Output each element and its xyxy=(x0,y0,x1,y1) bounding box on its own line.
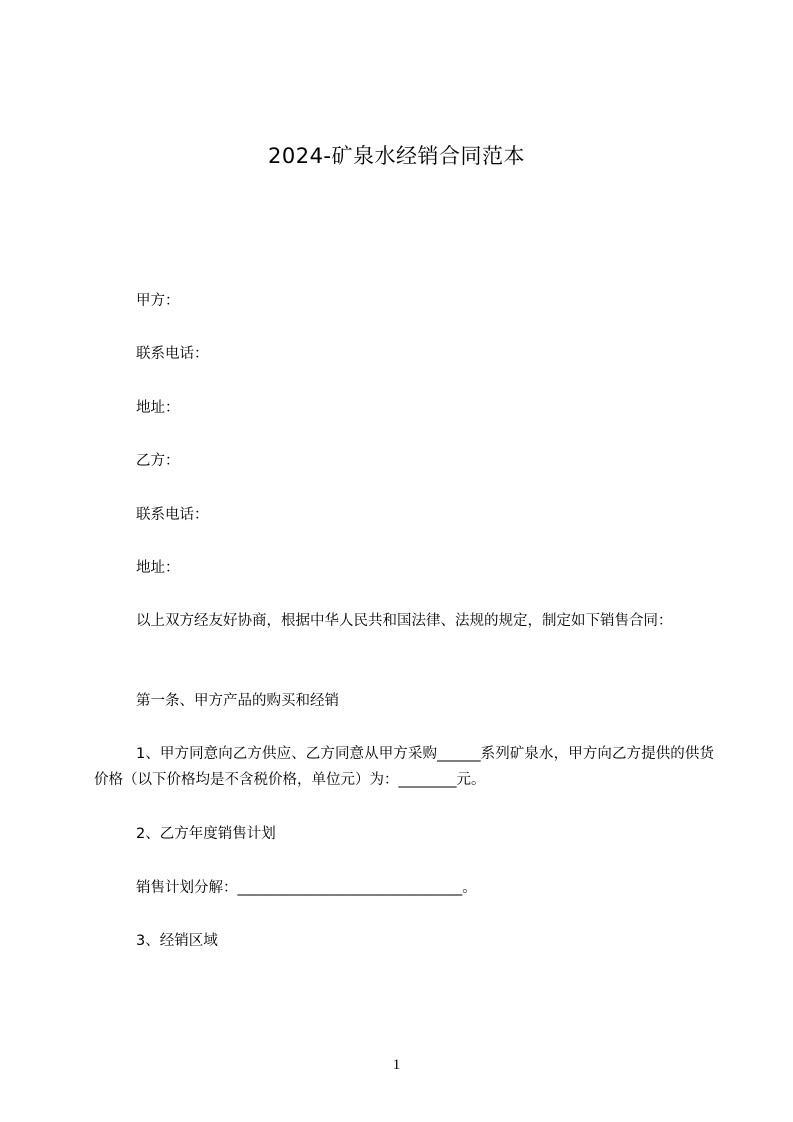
page-number: 1 xyxy=(392,1057,401,1073)
party-a-phone-label: 联系电话： xyxy=(136,346,209,362)
clause-1-paragraph: 1、甲方同意向乙方供应、乙方同意从甲方采购______系列矿泉水，甲方向乙方提供的供货价格（以下价格均是不含税价格，单位元）为：________元。 xyxy=(94,746,714,788)
party-b-label: 乙方： xyxy=(136,453,180,469)
clause-3-heading: 3、经销区域 xyxy=(136,933,218,949)
sales-plan-line: 销售计划分解：_______________________________。 xyxy=(136,880,477,896)
party-a-address-label: 地址： xyxy=(136,400,180,416)
preamble-paragraph: 以上双方经友好协商，根据中华人民共和国法律、法规的规定，制定如下销售合同： xyxy=(136,613,673,629)
party-a-label: 甲方： xyxy=(136,293,180,309)
article-1-heading: 第一条、甲方产品的购买和经销 xyxy=(136,693,339,709)
party-b-phone-label: 联系电话： xyxy=(136,507,209,523)
party-b-address-label: 地址： xyxy=(136,560,180,576)
document-title: 2024-矿泉水经销合同范本 xyxy=(267,144,526,168)
clause-2-heading: 2、乙方年度销售计划 xyxy=(136,826,276,842)
